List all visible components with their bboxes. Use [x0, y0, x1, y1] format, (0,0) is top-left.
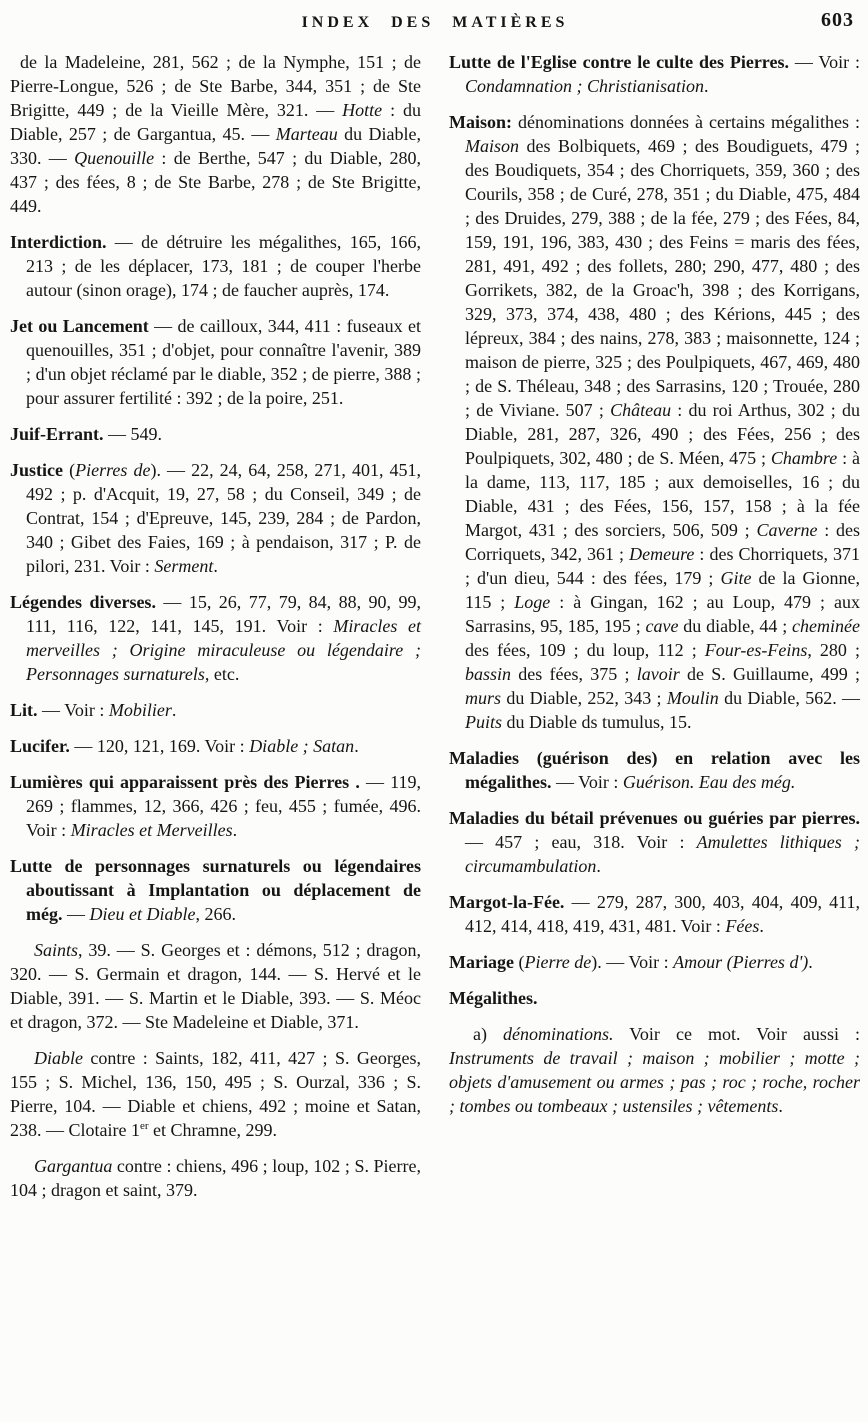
- index-subentry: [10, 1154, 421, 1202]
- text-run: , etc.: [204, 664, 240, 684]
- text-run: de la Madeleine, 281, 562 ; de la Nymphe, 151 ; de Pierre-Longue, 526 ; de Ste Barbe, 344, 351 ; de Ste Brigitte, 449 ; de la Vieille Mère, 321. —: [10, 52, 421, 120]
- text-run: Serment: [154, 556, 214, 576]
- text-run: de la Gionne, 115 ;: [465, 568, 861, 612]
- text-run: — 279, 287, 300, 403, 404, 409, 411, 412, 414, 418, 419, 431, 481. Voir :: [465, 892, 860, 936]
- text-run: Four-es-Feins: [704, 640, 808, 660]
- text-run: Pierre de: [524, 952, 592, 972]
- index-entry: [449, 890, 860, 938]
- text-run: Légendes diverses.: [10, 592, 156, 612]
- index-entry: [10, 698, 421, 722]
- column-left: [10, 50, 421, 1214]
- text-run: — 119, 269 ; flammes, 12, 366, 426 ; feu, 455 ; fumée, 496. Voir :: [26, 772, 421, 840]
- index-entry: [449, 806, 860, 878]
- text-run: Mariage: [449, 952, 514, 972]
- index-entry: [449, 50, 860, 98]
- text-run: — Voir :: [37, 700, 109, 720]
- text-run: .: [354, 736, 359, 756]
- text-run: des Bolbiquets, 469 ; des Boudiguets, 479 ; des Boudiquets, 354 ; des Chorriquets, 359, 360 ; des Courils, 358 ; de Curé, 278, 351 ; du Diable, 475, 484 ; des Druides, 279, 388 ; de la fée, 279 ; des Fées, 84, 159, 191, 196, 383, 430 ; des Feins = maris des fées, 281, 491, 492 ; des follets, 280; 290, 477, 480 ; des Gorrikets, 382, de la Groac'h, 398 ; des Korrigans, 329, 373, 374, 438, 480 ; des Kérions, 445 ; des lépreux, 384 ; des nains, 278, 383 ; maisonnette, 124 ; maison de pierre, 325 ; des Poulpiquets, 467, 469, 480 ; de S. Théleau, 348 ; des Sarrasins, 120 ; Trouée, 280 ; de Viviane. 507 ;: [465, 136, 860, 420]
- text-run: Miracles et Merveilles: [70, 820, 233, 840]
- text-run: Château: [610, 400, 672, 420]
- text-run: : à Gingan, 162 ; au Loup, 479 ; aux Sarrasins, 95, 185, 195 ;: [465, 592, 860, 636]
- text-run: : de Berthe, 547 ; du Diable, 280, 437 ; des fées, 8 ; de Ste Barbe, 278 ; de Ste Brigitte, 449.: [10, 148, 422, 216]
- text-run: (: [513, 952, 525, 972]
- index-entry: [449, 110, 860, 734]
- index-entry: [10, 230, 421, 302]
- index-entry: [449, 746, 860, 794]
- text-run: Gite: [720, 568, 752, 588]
- text-run: Interdiction.: [10, 232, 107, 252]
- text-run: du Diable ds tumulus, 15.: [502, 712, 692, 732]
- text-run: Moulin: [666, 688, 719, 708]
- text-run: .: [171, 700, 177, 720]
- text-run: , 266.: [195, 904, 236, 924]
- index-entry: [10, 458, 421, 578]
- text-run: , 39. — S. Georges et : démons, 512 ; dragon, 320. — S. Germain et dragon, 144. — S. Hervé et le Diable, 391. — S. Martin et le Diable, 393. — S. Méoc et dragon, 372. — Ste Madeleine et Diable, 371.: [10, 940, 421, 1032]
- text-run: Amour (Pierres d'): [673, 952, 809, 972]
- index-entry: [10, 590, 421, 686]
- text-run: .: [778, 1096, 783, 1116]
- text-run: bassin: [465, 664, 512, 684]
- text-run: .: [704, 76, 709, 96]
- text-run: contre : Saints, 182, 411, 427 ; S. Georges, 155 ; S. Michel, 136, 150, 495 ; S. Ourzal, 336 ; S. Pierre, 104. — Diable et chiens, 492 ; moine et Satan, 238. — Clotaire 1: [10, 1048, 421, 1140]
- text-run: Lit.: [10, 700, 38, 720]
- index-entry: [10, 314, 421, 410]
- text-run: .: [596, 856, 601, 876]
- text-run: Miracles et merveilles ; Origine miraculeuse ou légendaire ; Personnages surnaturels: [26, 616, 421, 684]
- text-run: Marteau: [275, 124, 338, 144]
- text-run: des fées, 109 ; du loup, 112 ;: [465, 640, 705, 660]
- text-run: — de détruire les mégalithes, 165, 166, 213 ; de les déplacer, 173, 181 ; de couper l'herbe autour (sinon orage), 174 ; de faucher auprès, 174.: [26, 232, 421, 300]
- page-title: INDEX DES MATIÈRES: [301, 14, 569, 31]
- index-subentry: [10, 1046, 421, 1142]
- text-run: Saints: [34, 940, 79, 960]
- text-run: Maison:: [449, 112, 512, 132]
- text-run: cheminée: [792, 616, 860, 636]
- text-run: .: [213, 556, 218, 576]
- text-run: Justice: [10, 460, 63, 480]
- text-run: Guérison. Eau des még.: [622, 772, 796, 792]
- column-right: [449, 50, 860, 1214]
- text-run: du Diable, 330. —: [10, 124, 422, 168]
- text-run: .: [808, 952, 813, 972]
- text-run: Instruments de travail ; maison ; mobilier ; motte ; objets d'amusement ou armes ; pas ; roc ; roche, rocher ; tombes ou tombeaux ; ustensiles ; vêtements: [449, 1048, 860, 1116]
- index-continuation: [10, 50, 421, 218]
- text-run: Hotte: [342, 100, 383, 120]
- text-run: Pierres de: [75, 460, 151, 480]
- text-run: Lumières qui apparaissent près des Pierres .: [10, 772, 360, 792]
- text-run: du diable, 44 ;: [678, 616, 793, 636]
- text-run: Caverne: [756, 520, 818, 540]
- text-run: , 280 ;: [807, 640, 860, 660]
- text-run: ). — 22, 24, 64, 258, 271, 401, 451, 492 ; p. d'Acquit, 19, 27, 58 ; du Conseil, 349 ; de Contrat, 154 ; d'Epreuve, 145, 239, 284 ; de Pardon, 340 ; Gibet des Faies, 169 ; à pendaison, 317 ; P. de pilori, 231. Voir :: [26, 460, 422, 576]
- text-run: Loge: [514, 592, 551, 612]
- index-subentry: [10, 938, 421, 1034]
- text-run: Chambre: [770, 448, 838, 468]
- text-run: Mégalithes.: [449, 988, 538, 1008]
- index-entry: [449, 950, 860, 974]
- text-run: : des Corriquets, 342, 361 ;: [465, 520, 861, 564]
- text-run: : du Diable, 257 ; de Gargantua, 45. —: [10, 100, 421, 144]
- text-run: Diable: [34, 1048, 83, 1068]
- page-header: [10, 8, 860, 38]
- text-run: des fées, 375 ;: [511, 664, 637, 684]
- index-columns: [10, 50, 860, 1214]
- page-number: 603: [821, 9, 854, 31]
- text-run: Dieu et Diable: [89, 904, 196, 924]
- text-run: Lutte de l'Eglise contre le culte des Pierres.: [449, 52, 789, 72]
- index-entry: [10, 854, 421, 926]
- text-run: ). — Voir :: [591, 952, 674, 972]
- text-run: —: [62, 904, 90, 924]
- text-run: Margot-la-Fée.: [449, 892, 565, 912]
- text-run: : à la dame, 113, 117, 185 ; aux demoiselles, 16 ; du Diable, 431 ; des Fées, 156, 157, 158 ; à la fée Margot, 431 ; des sorciers, 506, 509 ;: [465, 448, 860, 540]
- text-run: — 120, 121, 169. Voir :: [69, 736, 250, 756]
- text-run: et Chramne, 299.: [148, 1120, 278, 1140]
- text-run: : des Chorriquets, 371 ; d'un dieu, 544 : des fées, 179 ;: [465, 544, 860, 588]
- text-run: Maladies du bétail prévenues ou guéries par pierres.: [449, 808, 860, 828]
- text-run: — de cailloux, 344, 411 : fuseaux et quenouilles, 351 ; d'objet, pour connaître l'avenir, 389 ; d'un objet réclamé par le diable, 352 ; de pierre, 388 ; pour assurer fertilité : 392 ; de la poire, 251.: [26, 316, 421, 408]
- text-run: (: [63, 460, 76, 480]
- text-run: Voir ce mot. Voir aussi :: [613, 1024, 860, 1044]
- text-run: .: [232, 820, 238, 840]
- text-run: : du roi Arthus, 302 ; du Diable, 281, 287, 326, 490 ; des Fées, 256 ; des Poulpiquets, 302, 480 ; de S. Méen, 475 ;: [465, 400, 860, 468]
- index-subentry: [449, 1022, 860, 1118]
- text-run: Jet ou Lancement: [10, 316, 149, 336]
- text-run: — 15, 26, 77, 79, 84, 88, 90, 99, 111, 116, 122, 141, 145, 191. Voir :: [26, 592, 422, 636]
- text-run: — Voir :: [551, 772, 623, 792]
- text-run: Gargantua: [34, 1156, 113, 1176]
- text-run: Amulettes lithiques ; circumambulation: [465, 832, 860, 876]
- text-run: Juif-Errant.: [10, 424, 104, 444]
- text-run: Diable ; Satan: [249, 736, 355, 756]
- text-run: dénominations données à certains mégalithes :: [512, 112, 860, 132]
- index-entry: [10, 770, 421, 842]
- text-run: cave: [645, 616, 679, 636]
- text-run: Mobilier: [108, 700, 172, 720]
- text-run: murs: [465, 688, 502, 708]
- text-run: du Diable, 252, 343 ;: [501, 688, 667, 708]
- text-run: er: [139, 1120, 149, 1132]
- text-run: Quenouille: [74, 148, 155, 168]
- index-entry: [10, 422, 421, 446]
- text-run: — Voir :: [788, 52, 860, 72]
- text-run: Condamnation ; Christianisation: [465, 76, 705, 96]
- text-run: dénominations.: [503, 1024, 614, 1044]
- text-run: Puits: [465, 712, 503, 732]
- text-run: contre : chiens, 496 ; loup, 102 ; S. Pierre, 104 ; dragon et saint, 379.: [10, 1156, 421, 1200]
- index-entry: [10, 734, 421, 758]
- text-run: Lutte de personnages surnaturels ou légendaires aboutissant à Implantation ou déplacement de még.: [10, 856, 421, 924]
- index-entry: [449, 986, 860, 1010]
- text-run: du Diable, 562. —: [718, 688, 860, 708]
- text-run: Demeure: [629, 544, 695, 564]
- text-run: lavoir: [636, 664, 680, 684]
- text-run: de S. Guillaume, 499 ;: [679, 664, 860, 684]
- text-run: Lucifer.: [10, 736, 70, 756]
- text-run: .: [759, 916, 764, 936]
- text-run: Maladies (guérison des) en relation avec les mégalithes.: [449, 748, 860, 792]
- text-run: Maison: [465, 136, 519, 156]
- text-run: — 549.: [103, 424, 162, 444]
- text-run: — 457 ; eau, 318. Voir :: [465, 832, 697, 852]
- text-run: a): [473, 1024, 504, 1044]
- text-run: Fées: [725, 916, 760, 936]
